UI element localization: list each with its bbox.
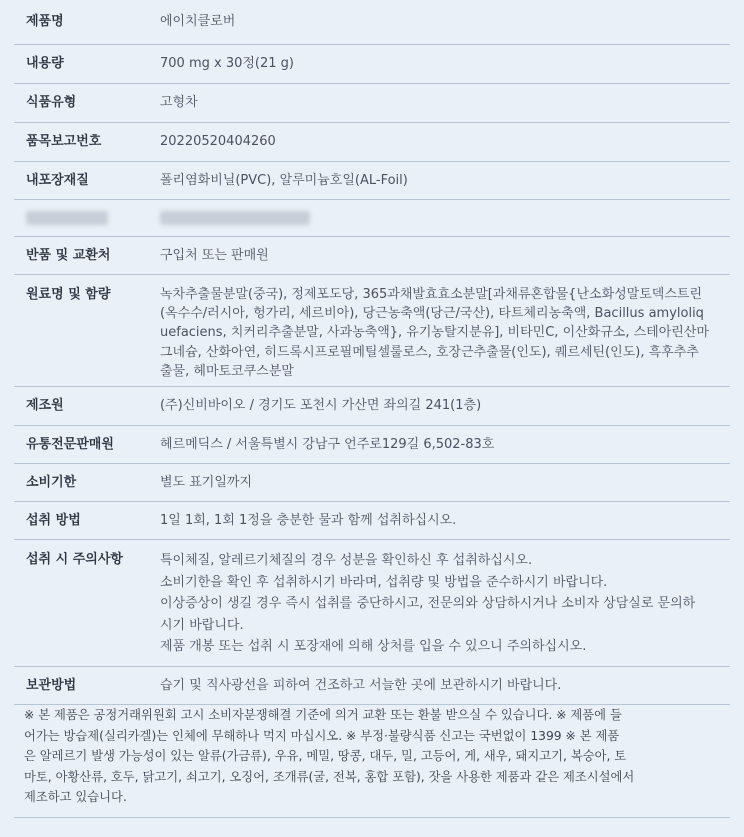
- returns-value: 구입처 또는 판매원: [160, 247, 269, 263]
- row-ingredients: [14, 275, 730, 387]
- row-content: [14, 45, 730, 84]
- footnote-line: 마토, 아황산류, 호두, 닭고기, 쇠고기, 오징어, 조개류(굴, 전복, 홍합 포함), 잣을 사용한 제품과 같은 제조시설에서: [24, 769, 635, 784]
- footnote-line: 제조하고 있습니다.: [24, 790, 127, 805]
- food-type-value: 고형차: [160, 95, 198, 110]
- ingredients-line: (옥수수/러시아, 헝가리, 세르비아), 당근농축액(당근/국산), 타트체리농축액, Bacillus amyloliq: [160, 306, 704, 322]
- expiry-label: 소비기한: [26, 474, 77, 490]
- distributor-label: 유통전문판매원: [26, 436, 114, 452]
- ingredients-value: [148, 275, 730, 381]
- caution-line: 제품 개봉 또는 섭취 시 포장재에 의해 상처를 입을 수 있으니 주의하십시오.: [160, 639, 587, 654]
- footnote-line: 어가는 방습제(실리카겔)는 인체에 무해하나 먹지 마십시오. ※ 부정·불량식품 신고는 국번없이 1399 ※ 본 제품: [24, 728, 620, 743]
- expiry-value: 별도 표기일까지: [160, 474, 253, 490]
- cautions-value: [148, 540, 730, 658]
- ingredients-line: 그네슘, 산화아연, 히드록시프로필메틸셀룰로스, 호장근추출물(인도), 퀘르세틴(인도), 흑후추추: [160, 344, 699, 360]
- intake-value: 1일 1회, 1회 1정을 충분한 물과 함께 섭취하십시오.: [160, 512, 457, 528]
- product-info-table: [14, 0, 730, 705]
- row-report-number: [14, 123, 730, 162]
- storage-label: 보관방법: [26, 677, 77, 693]
- caution-line: 소비기한을 확인 후 섭취하시기 바라며, 섭취량 및 방법을 준수하시기 바랍니다.: [160, 574, 608, 590]
- storage-value: 습기 및 직사광선을 피하여 건조하고 서늘한 곳에 보관하시기 바랍니다.: [160, 677, 562, 693]
- ingredients-label: 원료명 및 함량: [26, 287, 111, 302]
- row-distributor: [14, 426, 730, 464]
- row-intake: [14, 502, 730, 540]
- product-name-label: 제품명: [26, 14, 64, 29]
- content-value: 700 mg x 30정(21 g): [160, 56, 294, 71]
- row-redacted: [14, 200, 730, 237]
- redacted-blur: [26, 211, 108, 225]
- packaging-value: 폴리염화비닐(PVC), 알루미늄호일(AL-Foil): [160, 172, 408, 188]
- bottom-divider: [14, 817, 730, 818]
- product-name-value: 에이치클로버: [160, 14, 236, 29]
- ingredients-line: 출물, 헤마토코쿠스분말: [160, 363, 294, 379]
- packaging-label: 내포장재질: [26, 172, 89, 188]
- caution-line: 이상증상이 생길 경우 즉시 섭취를 중단하시고, 전문의와 상담하시거나 소비자 상담실로 문의하: [160, 596, 696, 611]
- caution-line: 특이체질, 알레르기체질의 경우 성분을 확인하신 후 섭취하십시오.: [160, 553, 533, 568]
- row-food-type: [14, 84, 730, 123]
- redacted-label: [14, 208, 148, 228]
- footnote-line: 은 알레르기 발생 가능성이 있는 알류(가금류), 우유, 메밀, 땅콩, 대두, 밀, 고등어, 게, 새우, 돼지고기, 복숭아, 토: [24, 749, 627, 764]
- cautions-label: 섭취 시 주의사항: [26, 552, 123, 567]
- row-packaging: [14, 162, 730, 200]
- redacted-blur: [160, 211, 310, 225]
- returns-label: 반품 및 교환처: [26, 247, 111, 263]
- row-storage: [14, 667, 730, 705]
- row-cautions: [14, 540, 730, 667]
- footnote: [24, 705, 714, 808]
- ingredients-line: 녹차추출물분말(중국), 정제포도당, 365과채발효효소분말[과채류혼합물{난소화성말토덱스트린: [160, 287, 703, 302]
- row-product-name: [14, 0, 730, 45]
- row-manufacturer: [14, 387, 730, 426]
- caution-line: 시기 바랍니다.: [160, 617, 244, 633]
- report-number-value: 20220520404260: [160, 134, 276, 149]
- content-label: 내용량: [26, 56, 64, 71]
- food-type-label: 식품유형: [26, 95, 77, 110]
- manufacturer-label: 제조원: [26, 398, 64, 413]
- distributor-value: 헤르메딕스 / 서울특별시 강남구 언주로129길 6,502-83호: [160, 436, 495, 452]
- ingredients-line: uefaciens, 치커리추출분말, 사과농축액}, 유기농탈지분유], 비타민C, 이산화규소, 스테아린산마: [160, 325, 709, 341]
- redacted-value: [148, 208, 730, 228]
- row-expiry: [14, 464, 730, 502]
- row-returns: [14, 237, 730, 275]
- intake-label: 섭취 방법: [26, 512, 81, 528]
- report-number-label: 품목보고번호: [26, 134, 102, 149]
- footnote-line: ※ 본 제품은 공정거래위원회 고시 소비자분쟁해결 기준에 의거 교환 또는 환불 받으실 수 있습니다. ※ 제품에 들: [24, 708, 622, 722]
- manufacturer-value: (주)신비바이오 / 경기도 포천시 가산면 좌의길 241(1층): [160, 398, 482, 413]
